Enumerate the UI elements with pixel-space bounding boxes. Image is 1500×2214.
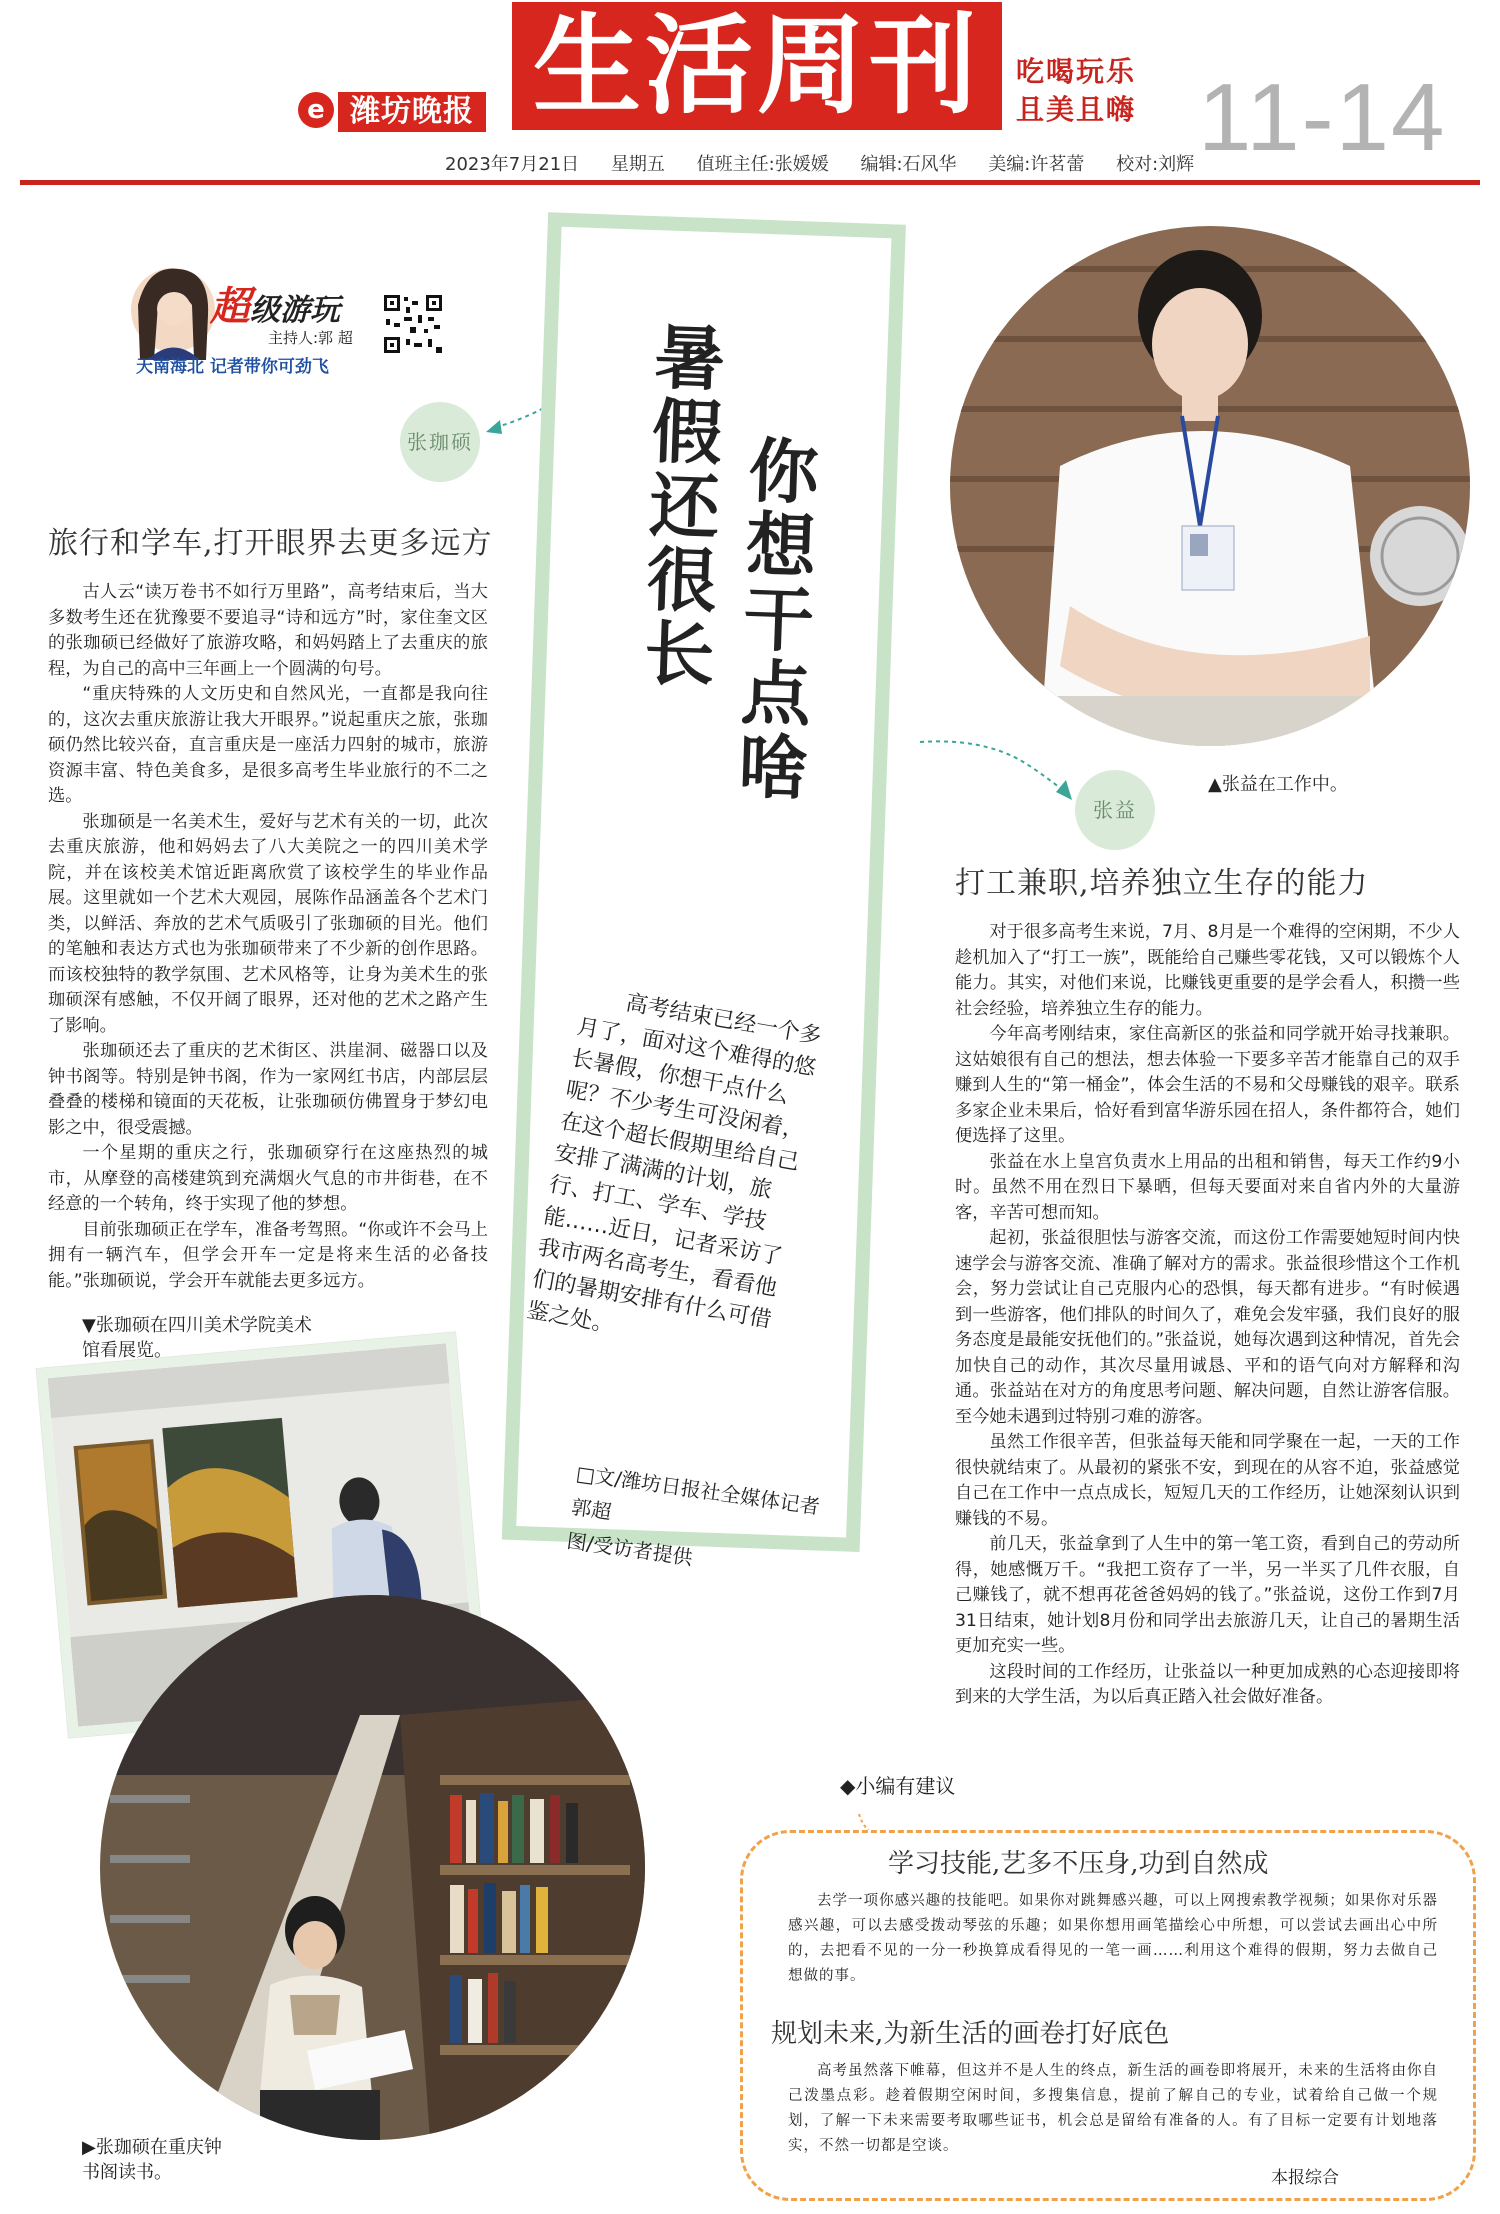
right-paragraph: 起初，张益很胆怯与游客交流，而这份工作需要她短时间内快速学会与游客交流、准确了解对方的需求。张益很珍惜这个工作机会，努力尝试让自己克服内心的恐惧，每天都有进步。“有时候遇到一些游客，他们排队的时间久了，难免会发牢骚，我们良好的服务态度是最能安抚他们的。”张益说，她每次遇到这种情况，首先会加快自己的动作，其次尽量用诚恳、平和的语气向对方解释和沟通。张益站在对方的角度思考问题、解决问题，自然让游客信服。至今她未遇到过特别刁难的游客。 [955,1228,1460,1427]
column-slogan-a: 天南海北 [136,357,204,377]
photo-caption-zhang-yi: ▲张益在工作中。 [1208,774,1348,795]
byline: □文/潍坊日报社全媒体记者 郭超 [569,1461,822,1525]
name-tag-zhang-yi: 张益 [1075,770,1155,850]
advice-box [740,1830,1476,2201]
right-paragraph: 这段时间的工作经历，让张益以一种更加成熟的心态迎接即将到来的大学生活，为以后真正踏入社会做好准备。 [955,1661,1460,1707]
advice-text-1: 去学一项你感兴趣的技能吧。如果你对跳舞感兴趣，可以上网搜索教学视频；如果你对乐器感兴趣，可以去感受拨动琴弦的乐趣；如果你想用画笔描绘心中所想，可以尝试去画出心中所的，去把看不见的一分一秒换算成看得见的一笔一画……利用这个难得的假期，努力去做自己想做的事。 [788,1893,1438,1984]
advice-source: 本报综合 [1271,2168,1339,2188]
proofreader: 校对:刘辉 [1116,154,1195,175]
name-tag-zhang-jiashuo: 张珈硕 [400,402,480,482]
right-paragraph: 虽然工作很辛苦，但张益每天能和同学聚在一起，一天的工作很快就结束了。从最初的紧张不安，到现在的从容不迫，张益感觉自己在工作中一点点成长，短短几天的工作经历，让她深刻认识到赚钱的不易。 [955,1432,1460,1529]
arrow-right-icon [910,730,1080,810]
advice-text-2: 高考虽然落下帷幕，但这并不是人生的终点，新生活的画卷即将展开，未来的生活将由你自己泼墨点彩。趁着假期空闲时间，多搜集信息，提前了解自己的专业，试着给自己做一个规划，了解一下未来需要考取哪些证书，机会总是留给有准备的人。有了目标一定要有计划地落实，不然一切都是空谈。 [788,2063,1438,2154]
advice-heading-2: 规划未来,为新生活的画卷打好底色 [771,2019,1170,2049]
column-title: 级游玩 [250,293,340,328]
right-story-headline: 打工兼职,培养独立生存的能力 [955,866,1369,901]
masthead [0,0,1500,190]
right-story-body [955,920,1460,1711]
page-range: 11-14 [1198,64,1447,171]
photo-credit: 图/受访者提供 [565,1528,695,1570]
issue-date: 2023年7月21日 [445,154,580,175]
left-story-body [48,580,488,1294]
left-paragraph: 古人云“读万卷书不如行万里路”，高考结束后，当大多数考生还在犹豫要不要追寻“诗和远方”时，家住奎文区的张珈硕已经做好了旅游攻略，和妈妈踏上了去重庆的旅程，为自己的高中三年画上一个圆满的句号。 [48,582,488,679]
left-paragraph: 张珈硕是一名美术生，爱好与艺术有关的一切，此次去重庆旅游，他和妈妈去了八大美院之一的四川美术学院，并在该校美术馆近距离欣赏了该校学生的毕业作品展。这里就如一个艺术大观园，展陈作品涵盖各个艺术门类，以鲜活、奔放的艺术气质吸引了张珈硕的目光。他们的笔触和表达方式也为张珈硕带来了不少新的创作思路。而该校独特的教学氛围、艺术风格等，让身为美术生的张珈硕深有感触，不仅开阔了眼界，还对他的艺术之路产生了影响。 [48,811,488,1036]
photo-zhang-yi-working [950,226,1470,746]
column-host: 主持人:郭 超 [268,329,353,347]
left-paragraph: 目前张珈硕正在学车，准备考驾照。“你或许不会马上拥有一辆汽车，但学会开车一定是将来生活的必备技能。”张珈硕说，学会开车就能去更多远方。 [48,1219,488,1291]
right-paragraph: 对于很多高考生来说，7月、8月是一个难得的空闲期，不少人趁机加入了“打工一族”，既能给自己赚些零花钱，又可以锻炼个人能力。其实，对他们来说，比赚钱更重要的是学会看人，积攒一些社会经验，培养独立生存的能力。 [955,922,1460,1019]
right-paragraph: 今年高考刚结束，家住高新区的张益和同学就开始寻找兼职。这姑娘很有自己的想法，想去体验一下要多辛苦才能靠自己的双手赚到人生的“第一桶金”，体会生活的不易和父母赚钱的艰辛。联系多家企业未果后，恰好看到富华游乐园在招人，条件都符合，她们便选择了这里。 [955,1024,1460,1146]
photo-caption-museum: ▼张珈硕在四川美术学院美术馆看展览。 [82,1315,312,1361]
right-paragraph: 张益在水上皇宫负责水上用品的出租和销售，每天工作约9小时。虽然不用在烈日下暴晒，但每天要面对来自省内外的大量游客，辛苦可想而知。 [955,1151,1460,1223]
editor-on-duty: 值班主任:张媛媛 [696,154,829,175]
column-slogan-b: 记者带你可劲飞 [209,357,329,377]
center-frame [502,212,906,1570]
left-paragraph: 一个星期的重庆之行，张珈硕穿行在这座热烈的城市，从摩登的高楼建筑到充满烟火气息的市井街巷，在不经意的一个转角，终于实现了他的梦想。 [48,1143,488,1214]
newspaper-name: 潍坊晚报 [338,92,486,132]
left-paragraph: “重庆特殊的人文历史和自然风光，一直都是我向往的，这次去重庆旅游让我大开眼界。”说起重庆之旅，张珈硕仍然比较兴奋，直言重庆是一座活力四射的城市，旅游资源丰富、特色美食多，是很多高考生毕业旅行的不二之选。 [48,684,488,806]
column-badge [128,265,473,380]
right-paragraph: 前几天，张益拿到了人生中的第一笔工资，看到自己的劳动所得，她感慨万千。“我把工资存了一半，另一半买了几件衣服，自己赚钱了，就不想再花爸爸妈妈的钱了。”张益说，这份工作到7月31日结束，她计划8月份和同学出去旅游几天，让自己的暑期生活更加充实一些。 [955,1534,1460,1656]
advice-label: ◆小编有建议 [840,1774,956,1798]
center-panel [502,212,898,1570]
photo-bookstore [100,1595,645,2140]
art-editor: 美编:许茗蕾 [988,154,1085,175]
column-title-highlight: 超 [210,283,250,330]
newspaper-logo-icon: e [298,92,334,128]
header-divider [20,180,1480,185]
issue-weekday: 星期五 [610,154,665,175]
section-title: 生活周刊 [512,2,1002,130]
host-portrait [128,265,218,360]
headline-part-2: 你想干点啥 [725,433,822,806]
slogan-line-2: 且美且嗨 [1016,93,1137,126]
editor: 编辑:石风华 [860,154,957,175]
advice-heading-1: 学习技能,艺多不压身,功到自然成 [888,1849,1269,1879]
left-paragraph: 张珈硕还去了重庆的艺术街区、洪崖洞、磁器口以及钟书阁等。特别是钟书阁，作为一家网红书店，内部层层叠叠的楼梯和镜面的天花板，让张珈硕仿佛置身于梦幻电影之中，很受震撼。 [48,1041,488,1138]
left-story-headline: 旅行和学车,打开眼界去更多远方 [48,526,493,561]
headline-part-1: 暑假还很长 [631,319,728,693]
qr-code-icon [382,293,444,355]
photo-caption-bookstore: ▶张珈硕在重庆钟书阁读书。 [82,2137,222,2183]
issue-info [445,150,1220,176]
intro-text: 高考结束已经一个多月了，面对这个难得的悠长暑假，你想干点什么呢？不少考生可没闲着，在这个超长假期里给自己安排了满满的计划，旅行、打工、学车、学技能……近日，记者采访了我市两名高考生，看看他们的暑期安排有什么可借鉴之处。 [524,990,824,1339]
slogan-line-1: 吃喝玩乐 [1016,55,1137,88]
